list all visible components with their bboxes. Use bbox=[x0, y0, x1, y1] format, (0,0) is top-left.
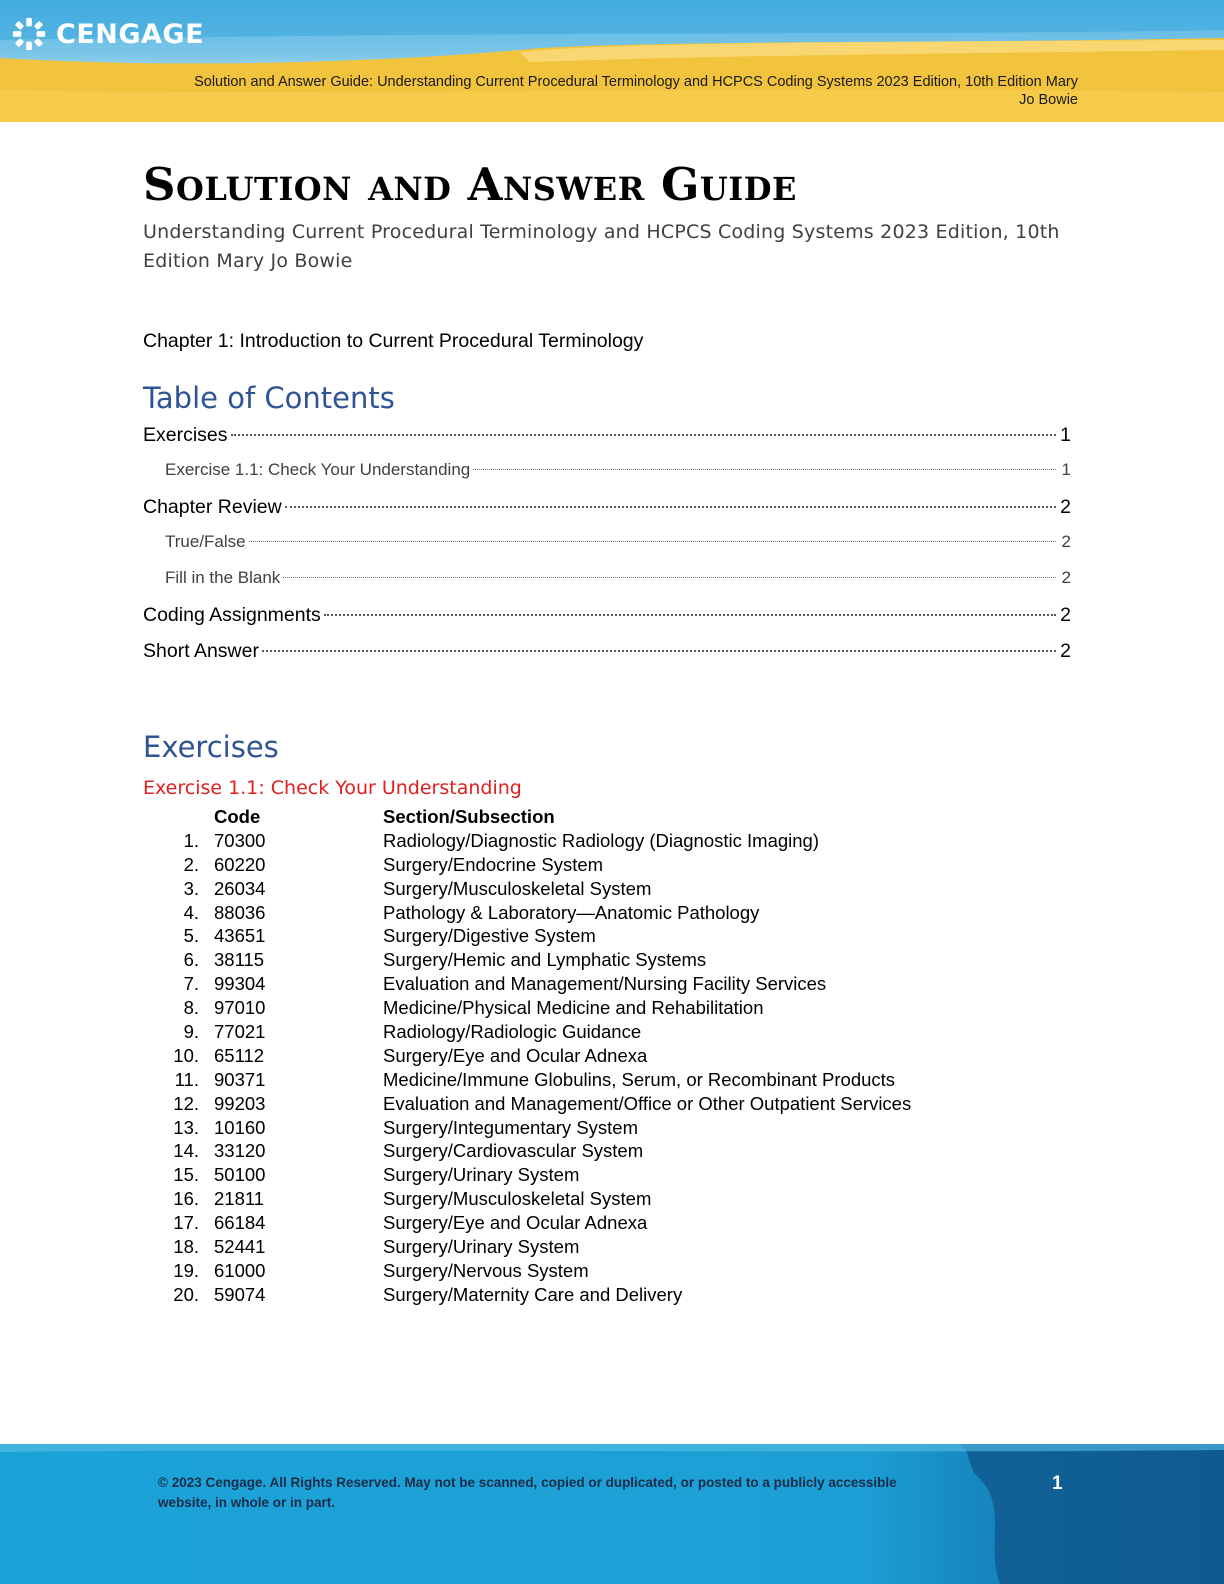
footer-brush-background bbox=[0, 1444, 1224, 1584]
column-header-section: Section/Subsection bbox=[383, 806, 555, 827]
table-of-contents bbox=[143, 424, 1071, 676]
toc-leader-dots bbox=[283, 577, 1056, 578]
row-code: 26034 bbox=[214, 877, 266, 899]
toc-entry-page[interactable]: 1 bbox=[1061, 460, 1071, 479]
toc-entry-label[interactable]: Exercises bbox=[143, 424, 228, 446]
table-row bbox=[143, 1235, 1043, 1259]
toc-entry-label[interactable]: True/False bbox=[165, 532, 246, 551]
row-section: Evaluation and Management/Office or Other Outpatient Services bbox=[383, 1092, 912, 1114]
toc-entry-coding-assignments[interactable] bbox=[143, 604, 1071, 640]
toc-entry-label[interactable]: Short Answer bbox=[143, 640, 259, 662]
row-number: 7. bbox=[183, 973, 199, 995]
toc-entry-exercise-1-1[interactable] bbox=[143, 460, 1071, 496]
table-row bbox=[143, 1283, 1043, 1307]
toc-entry-short-answer[interactable] bbox=[143, 640, 1071, 676]
row-number: 11. bbox=[174, 1068, 199, 1090]
toc-entry-label[interactable]: Chapter Review bbox=[143, 496, 282, 518]
toc-entry-page[interactable]: 2 bbox=[1060, 640, 1071, 662]
row-number: 3. bbox=[183, 877, 199, 899]
column-header-code: Code bbox=[214, 806, 261, 827]
logo-text: CENGAGE bbox=[56, 18, 205, 50]
row-number: 13. bbox=[173, 1116, 199, 1138]
copyright-notice: © 2023 Cengage. All Rights Reserved. May not be scanned, copied or duplicated, or posted to a publicly accessible website, in whole or in part. bbox=[158, 1475, 897, 1510]
row-number: 14. bbox=[173, 1140, 199, 1162]
table-row bbox=[143, 1068, 1043, 1092]
table-row bbox=[143, 996, 1043, 1020]
table-row bbox=[143, 1020, 1043, 1044]
row-number: 16. bbox=[173, 1188, 199, 1210]
toc-leader-dots bbox=[473, 469, 1056, 470]
toc-entry-page[interactable]: 2 bbox=[1060, 496, 1071, 518]
row-section: Surgery/Nervous System bbox=[383, 1259, 589, 1281]
toc-leader-dots bbox=[231, 434, 1056, 436]
toc-leader-dots bbox=[249, 541, 1056, 542]
page-footer bbox=[0, 1444, 1224, 1584]
table-row bbox=[143, 1187, 1043, 1211]
row-code: 77021 bbox=[214, 1021, 266, 1043]
code-table-header bbox=[143, 805, 1043, 829]
toc-entry-true-false[interactable] bbox=[143, 532, 1071, 568]
table-row bbox=[143, 877, 1043, 901]
table-row bbox=[143, 1211, 1043, 1235]
row-section: Medicine/Immune Globulins, Serum, or Recombinant Products bbox=[383, 1068, 896, 1090]
document-subtitle: Understanding Current Procedural Terminology and HCPCS Coding Systems 2023 Edition, 10th Edition Mary Jo Bowie bbox=[143, 221, 1060, 272]
code-table-body bbox=[143, 829, 1043, 1307]
row-number: 4. bbox=[183, 901, 199, 923]
row-number: 1. bbox=[183, 829, 199, 851]
toc-entry-page[interactable]: 2 bbox=[1061, 532, 1071, 551]
row-code: 43651 bbox=[214, 925, 266, 947]
row-number: 12. bbox=[173, 1092, 199, 1114]
row-section: Surgery/Maternity Care and Delivery bbox=[383, 1283, 683, 1305]
row-section: Surgery/Digestive System bbox=[383, 925, 596, 947]
exercises-heading: Exercises bbox=[143, 730, 279, 764]
row-section: Radiology/Radiologic Guidance bbox=[383, 1021, 642, 1043]
row-section: Evaluation and Management/Nursing Facility Services bbox=[383, 973, 827, 995]
table-row bbox=[143, 1092, 1043, 1116]
row-number: 6. bbox=[183, 949, 199, 971]
row-number: 19. bbox=[173, 1259, 199, 1281]
toc-entry-page[interactable]: 1 bbox=[1060, 424, 1071, 446]
row-code: 59074 bbox=[214, 1283, 266, 1305]
row-number: 9. bbox=[183, 1021, 199, 1043]
row-code: 99304 bbox=[214, 973, 266, 995]
row-code: 88036 bbox=[214, 901, 266, 923]
row-section: Surgery/Urinary System bbox=[383, 1236, 580, 1258]
row-code: 70300 bbox=[214, 829, 266, 851]
cengage-logo bbox=[10, 14, 204, 54]
toc-leader-dots bbox=[262, 650, 1056, 652]
row-number: 2. bbox=[183, 853, 199, 875]
toc-heading: Table of Contents bbox=[143, 381, 395, 415]
page-number: 1 bbox=[1052, 1473, 1063, 1494]
document-title: Solution and Answer Guide bbox=[143, 158, 797, 211]
row-section: Surgery/Eye and Ocular Adnexa bbox=[383, 1044, 648, 1066]
row-number: 15. bbox=[173, 1164, 199, 1186]
row-code: 66184 bbox=[214, 1212, 266, 1234]
row-section: Surgery/Cardiovascular System bbox=[383, 1140, 644, 1162]
table-row bbox=[143, 1139, 1043, 1163]
running-head: Solution and Answer Guide: Understanding Current Procedural Terminology and HCPCS Coding Systems 2023 Edition, 10th Edition Mary Jo Bowie bbox=[194, 74, 1078, 108]
row-section: Surgery/Urinary System bbox=[383, 1164, 580, 1186]
table-row bbox=[143, 853, 1043, 877]
table-row bbox=[143, 1044, 1043, 1068]
row-code: 60220 bbox=[214, 853, 266, 875]
row-code: 38115 bbox=[214, 949, 265, 971]
row-number: 20. bbox=[173, 1283, 199, 1305]
toc-entry-chapter-review[interactable] bbox=[143, 496, 1071, 532]
exercise-subheading: Exercise 1.1: Check Your Understanding bbox=[143, 777, 522, 799]
chapter-title: Chapter 1: Introduction to Current Procedural Terminology bbox=[143, 330, 644, 352]
row-section: Medicine/Physical Medicine and Rehabilitation bbox=[383, 997, 764, 1019]
row-section: Surgery/Musculoskeletal System bbox=[383, 1188, 652, 1210]
row-code: 99203 bbox=[214, 1092, 266, 1114]
row-number: 10. bbox=[173, 1044, 199, 1066]
row-code: 97010 bbox=[214, 997, 266, 1019]
page-header bbox=[0, 0, 1224, 122]
table-row bbox=[143, 901, 1043, 925]
row-number: 17. bbox=[173, 1212, 199, 1234]
row-section: Surgery/Eye and Ocular Adnexa bbox=[383, 1212, 648, 1234]
row-number: 18. bbox=[173, 1236, 199, 1258]
row-code: 61000 bbox=[214, 1259, 266, 1281]
row-code: 50100 bbox=[214, 1164, 266, 1186]
toc-leader-dots bbox=[324, 614, 1056, 616]
table-row bbox=[143, 948, 1043, 972]
table-row bbox=[143, 972, 1043, 996]
toc-leader-dots bbox=[285, 506, 1056, 508]
table-row bbox=[143, 829, 1043, 853]
row-code: 21811 bbox=[214, 1188, 265, 1210]
row-code: 90371 bbox=[214, 1068, 266, 1090]
toc-entry-page[interactable]: 2 bbox=[1061, 568, 1071, 587]
row-number: 8. bbox=[183, 997, 199, 1019]
toc-entry-label[interactable]: Fill in the Blank bbox=[165, 568, 281, 587]
table-row bbox=[143, 1163, 1043, 1187]
table-row bbox=[143, 1259, 1043, 1283]
toc-entry-exercises[interactable] bbox=[143, 424, 1071, 460]
toc-entry-label[interactable]: Coding Assignments bbox=[143, 604, 321, 626]
table-row bbox=[143, 1116, 1043, 1140]
toc-entry-fill-in-the-blank[interactable] bbox=[143, 568, 1071, 604]
code-table bbox=[143, 805, 1043, 1307]
table-row bbox=[143, 924, 1043, 948]
row-section: Surgery/Endocrine System bbox=[383, 853, 604, 875]
cengage-logo-icon bbox=[10, 15, 48, 53]
row-section: Surgery/Musculoskeletal System bbox=[383, 877, 652, 899]
row-code: 52441 bbox=[214, 1236, 266, 1258]
row-number: 5. bbox=[183, 925, 199, 947]
row-code: 10160 bbox=[214, 1116, 266, 1138]
row-section: Pathology & Laboratory—Anatomic Pathology bbox=[383, 901, 760, 923]
toc-entry-label[interactable]: Exercise 1.1: Check Your Understanding bbox=[165, 460, 471, 479]
row-section: Radiology/Diagnostic Radiology (Diagnostic Imaging) bbox=[383, 829, 819, 851]
toc-entry-page[interactable]: 2 bbox=[1060, 604, 1071, 626]
row-code: 65112 bbox=[214, 1044, 265, 1066]
row-section: Surgery/Hemic and Lymphatic Systems bbox=[383, 949, 707, 971]
row-code: 33120 bbox=[214, 1140, 266, 1162]
row-section: Surgery/Integumentary System bbox=[383, 1116, 638, 1138]
